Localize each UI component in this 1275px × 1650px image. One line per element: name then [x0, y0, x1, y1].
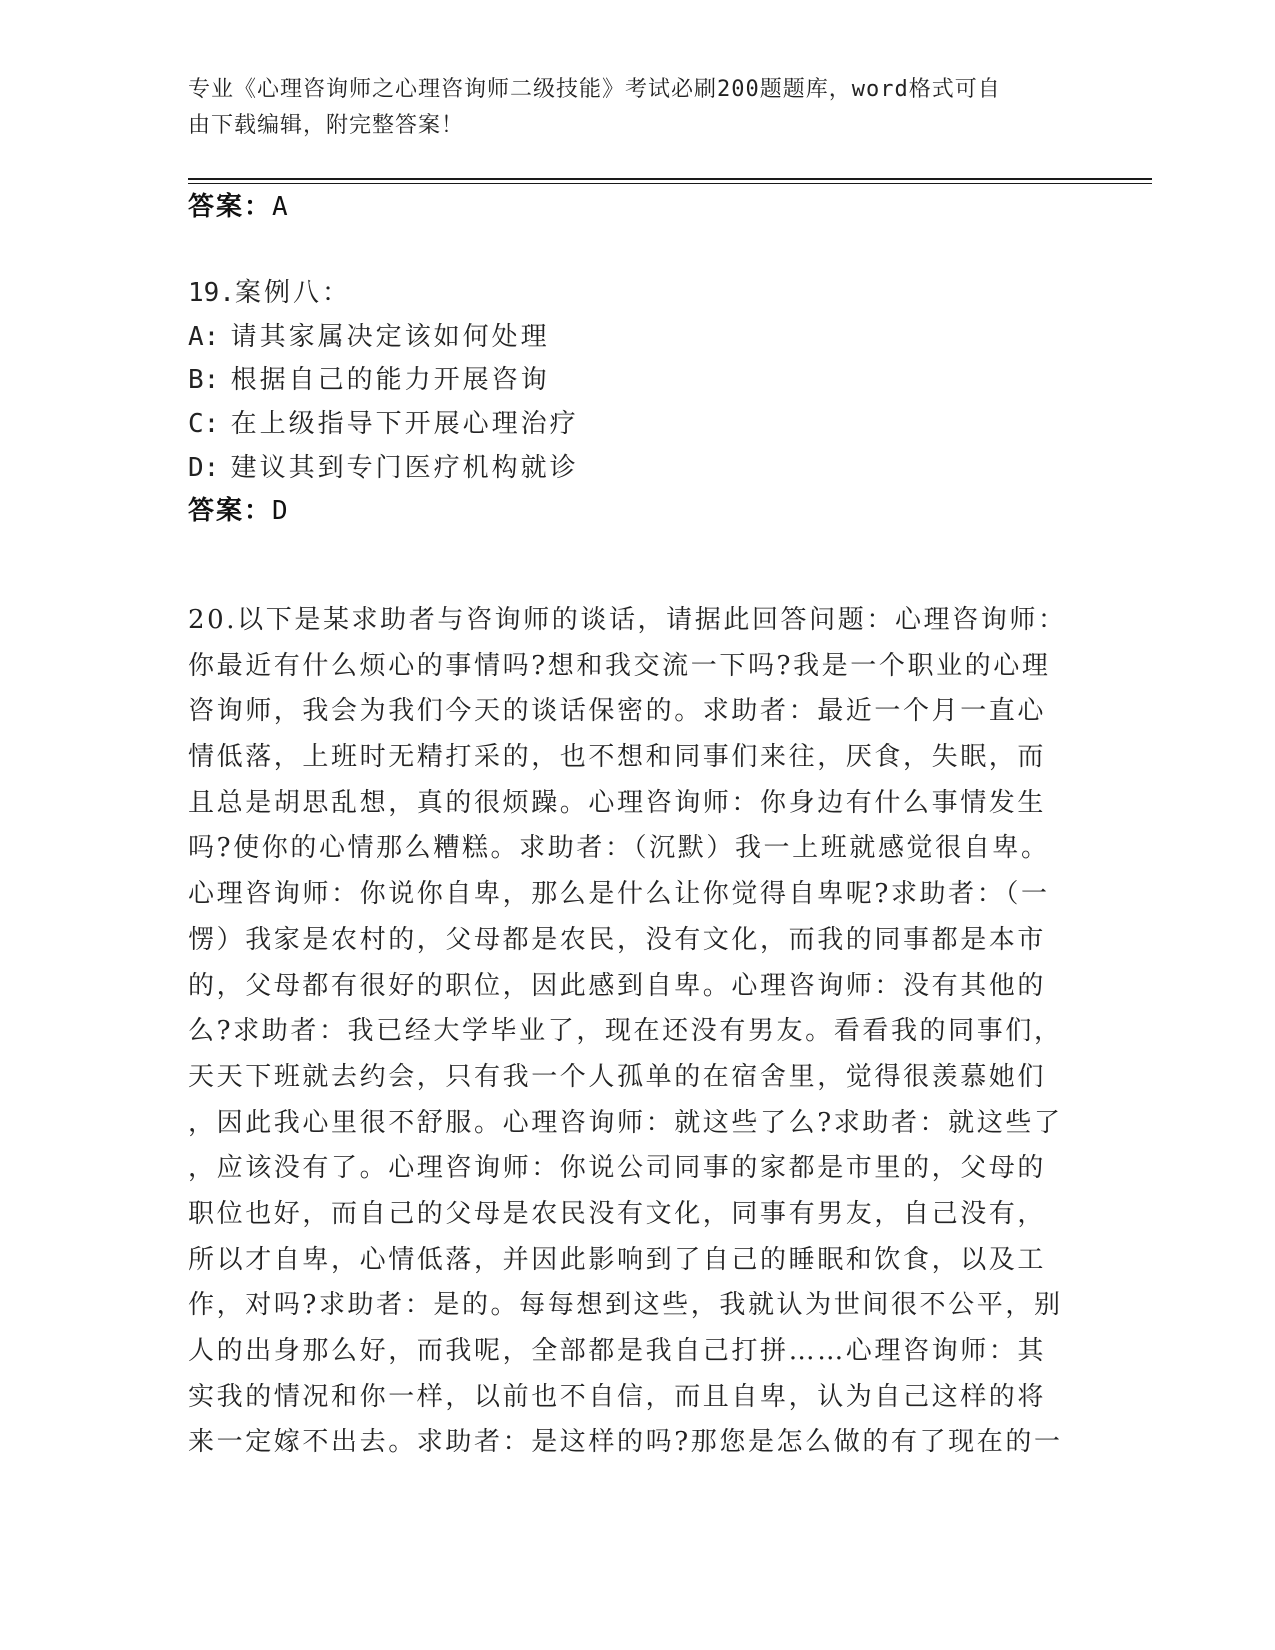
passage-line: 情低落，上班时无精打采的，也不想和同事们来往，厌食，失眠，而 [188, 742, 1047, 773]
document-header [188, 72, 1068, 144]
option-text: 请其家属决定该如何处理 [230, 322, 550, 352]
option-b [188, 359, 550, 396]
option-key: C: [188, 409, 220, 439]
question-20-passage [188, 598, 1068, 1466]
answer-label: 答案： [188, 192, 273, 222]
passage-line: 你最近有什么烦心的事情吗?想和我交流一下吗?我是一个职业的心理 [188, 650, 1051, 681]
passage-line: ，应该没有了。心理咨询师：你说公司同事的家都是市里的，父母的 [188, 1153, 1047, 1184]
option-key: D: [188, 453, 220, 483]
header-rule-thick [188, 178, 1152, 180]
option-a [188, 316, 550, 353]
question-19-answer [188, 490, 290, 527]
option-text: 建议其到专门医疗机构就诊 [230, 453, 579, 483]
question-stem: 案例八： [234, 278, 351, 308]
passage-line: 20.以下是某求助者与咨询师的谈话，请据此回答问题：心理咨询师： [188, 605, 1067, 635]
question-number: 19. [188, 278, 235, 308]
passage-line: 么?求助者：我已经大学毕业了，现在还没有男友。看看我的同事们， [188, 1016, 1063, 1047]
previous-answer [188, 186, 290, 223]
passage-line: 人的出身那么好，而我呢，全部都是我自己打拼……心理咨询师：其 [188, 1336, 1047, 1366]
passage-line: 所以才自卑，心情低落，并因此影响到了自己的睡眠和饮食，以及工 [188, 1244, 1047, 1275]
option-key: A: [188, 322, 220, 352]
passage-line: 心理咨询师：你说你自卑，那么是什么让你觉得自卑呢?求助者：（一 [188, 879, 1050, 910]
passage-line: 的，父母都有很好的职位，因此感到自卑。心理咨询师：没有其他的 [188, 970, 1047, 1001]
header-rule-thin [188, 183, 1152, 184]
passage-line: 且总是胡思乱想，真的很烦躁。心理咨询师：你身边有什么事情发生 [188, 787, 1047, 818]
passage-line: 天天下班就去约会，只有我一个人孤单的在宿舍里，觉得很羡慕她们 [188, 1061, 1047, 1092]
question-19-stem [188, 272, 351, 309]
passage-line: 职位也好，而自己的父母是农民没有文化，同事有男友，自己没有， [188, 1198, 1047, 1229]
header-line-2: 由下载编辑，附完整答案！ [188, 113, 465, 138]
passage-line: 作，对吗?求助者：是的。每每想到这些，我就认为世间很不公平，别 [188, 1290, 1063, 1321]
option-key: B: [188, 365, 220, 395]
passage-line: 来一定嫁不出去。求助者：是这样的吗?那您是怎么做的有了现在的一 [188, 1427, 1063, 1458]
option-d [188, 447, 579, 484]
option-c [188, 403, 579, 440]
passage-line: 吗?使你的心情那么糟糕。求助者：（沉默）我一上班就感觉很自卑。 [188, 833, 1050, 864]
option-text: 在上级指导下开展心理治疗 [230, 409, 579, 439]
passage-line: ，因此我心里很不舒服。心理咨询师：就这些了么?求助者：就这些了 [188, 1107, 1063, 1138]
passage-line: 实我的情况和你一样，以前也不自信，而且自卑，认为自己这样的将 [188, 1381, 1047, 1412]
answer-label: 答案： [188, 496, 273, 526]
answer-value: A [272, 192, 290, 222]
header-line-1: 专业《心理咨询师之心理咨询师二级技能》考试必刷200题题库，word格式可自 [188, 77, 1001, 102]
answer-value: D [272, 496, 290, 526]
passage-line: 愣）我家是农村的，父母都是农民，没有文化，而我的同事都是本市 [188, 924, 1047, 955]
option-text: 根据自己的能力开展咨询 [230, 365, 550, 395]
passage-line: 咨询师，我会为我们今天的谈话保密的。求助者：最近一个月一直心 [188, 696, 1047, 727]
